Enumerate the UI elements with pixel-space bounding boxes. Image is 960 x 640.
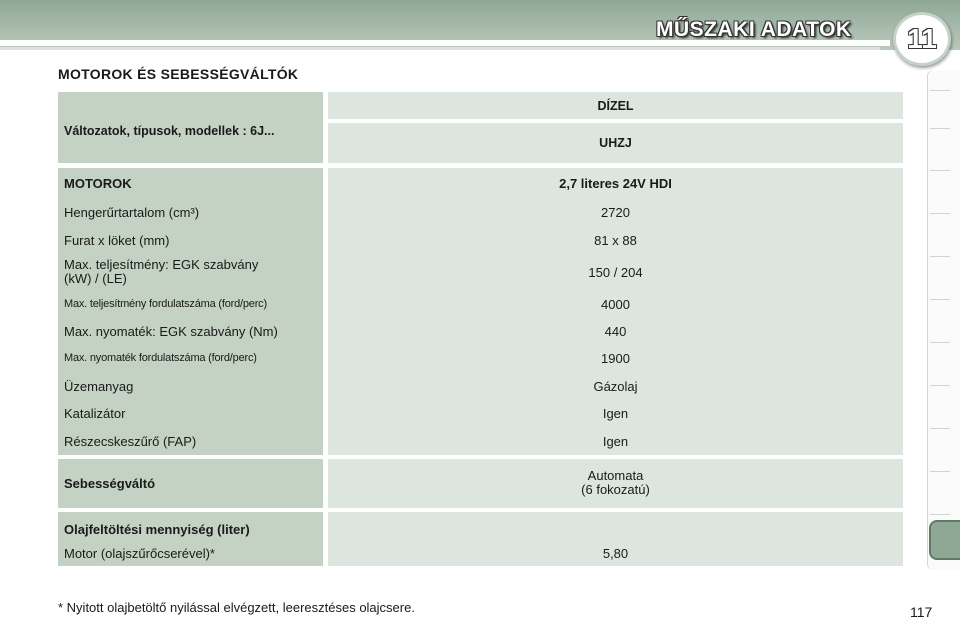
- engine-heading: MOTOROK: [64, 176, 132, 191]
- chapter-tab-active[interactable]: [929, 520, 960, 560]
- chapter-tabs: [927, 70, 960, 570]
- chapter-tab-divider: [930, 170, 950, 171]
- section-title: MOTOROK ÉS SEBESSÉGVÁLTÓK: [58, 66, 299, 82]
- page-number: 117: [910, 604, 933, 620]
- oil-value: 5,80: [602, 546, 629, 561]
- spec-value-max-torque: 440: [604, 324, 627, 339]
- chapter-tab-divider: [930, 471, 950, 472]
- spec-label-max-power-rpm: Max. teljesítmény fordulatszáma (ford/perc): [64, 298, 267, 310]
- spec-value-catalyst: Igen: [602, 406, 629, 421]
- spec-value-max-power-rpm: 4000: [601, 297, 630, 312]
- chapter-tab-divider: [930, 256, 950, 257]
- header-divider-secondary: [0, 47, 880, 50]
- fuel-type: DÍZEL: [597, 99, 634, 113]
- chapter-title: MŰSZAKI ADATOK: [656, 18, 852, 41]
- chapter-tab-divider: [930, 128, 950, 129]
- spec-label-max-power: [64, 258, 258, 286]
- chapter-tab-divider: [930, 342, 950, 343]
- oil-heading: Olajfeltöltési mennyiség (liter): [64, 522, 250, 537]
- oil-label: Motor (olajszűrőcserével)*: [64, 546, 215, 561]
- spec-label-displacement: Hengerűrtartalom (cm³): [64, 205, 200, 220]
- spec-label-max-torque-rpm: Max. nyomaték fordulatszáma (ford/perc): [64, 352, 257, 364]
- gearbox-value-line2: (6 fokozatú): [581, 482, 650, 497]
- chapter-tab-divider: [930, 299, 950, 300]
- variants-label: Változatok, típusok, modellek : 6J...: [64, 124, 275, 138]
- spec-label-fuel: Üzemanyag: [64, 379, 134, 394]
- spec-label-catalyst: Katalizátor: [64, 406, 126, 421]
- chapter-tab-divider: [930, 514, 950, 515]
- spec-value-displacement: 2720: [601, 205, 630, 220]
- engine-name: 2,7 literes 24V HDI: [559, 176, 672, 191]
- spec-value-max-power: 150 / 204: [588, 265, 643, 280]
- spec-label-max-power-line2: (kW) / (LE): [64, 271, 127, 286]
- spec-label-max-power-line1: Max. teljesítmény: EGK szabvány: [64, 257, 259, 272]
- footnote: * Nyitott olajbetöltő nyilással elvégzett, leeresztéses olajcsere.: [58, 600, 415, 615]
- spec-label-max-torque: Max. nyomaték: EGK szabvány (Nm): [64, 324, 278, 339]
- model-code: UHZJ: [599, 136, 632, 150]
- spec-label-particle-filter: Részecskeszűrő (FAP): [64, 434, 197, 449]
- gearbox-value-line1: Automata: [587, 468, 644, 483]
- chapter-tab-divider: [930, 385, 950, 386]
- gearbox-label: Sebességváltó: [64, 476, 156, 491]
- chapter-tab-divider: [930, 213, 950, 214]
- gearbox-value: [328, 469, 903, 497]
- spec-label-bore-stroke: Furat x löket (mm): [64, 233, 170, 248]
- spec-value-max-torque-rpm: 1900: [601, 351, 630, 366]
- spec-value-bore-stroke: 81 x 88: [594, 233, 637, 248]
- chapter-tab-divider: [930, 90, 950, 91]
- spec-value-fuel: Gázolaj: [593, 379, 638, 394]
- spec-value-particle-filter: Igen: [602, 434, 629, 449]
- chapter-tab-divider: [930, 428, 950, 429]
- chapter-number-badge: 11: [893, 12, 951, 66]
